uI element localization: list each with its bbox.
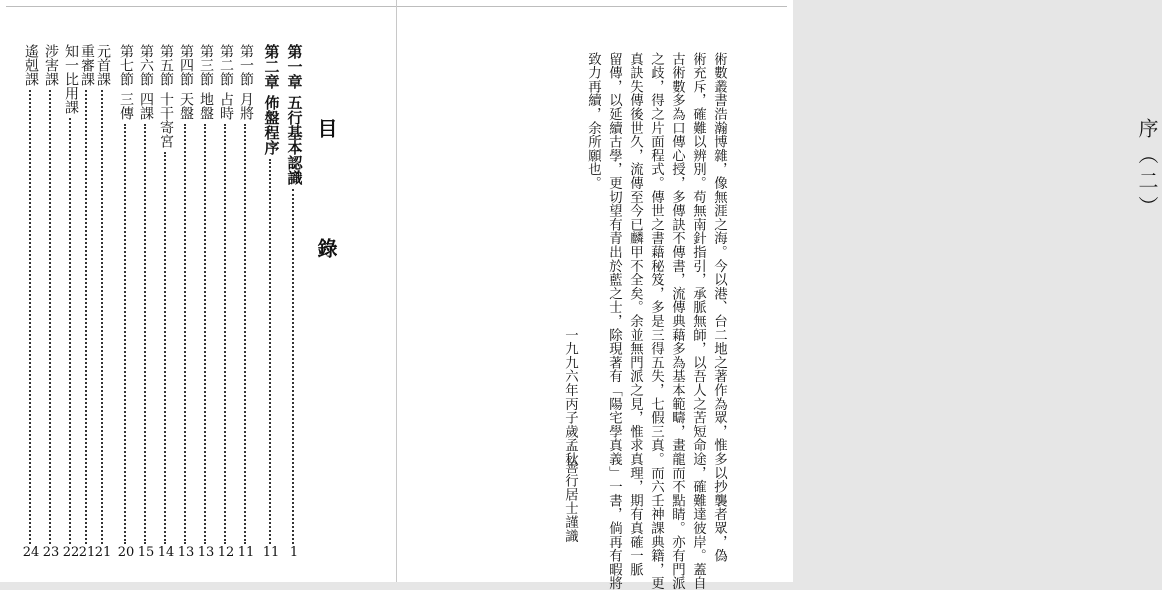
toc-entry-title: 四課 [138,92,154,120]
toc-entry [262,44,280,564]
toc-entry-label: 第一節 [238,44,254,86]
toc-entry [137,44,155,564]
toc-entry [157,44,175,564]
preface-column: 古術數多為口傳心授，多傳訣不傳書，流傳典藉多為基本範疇，畫龍而不點睛。亦有門派 [669,52,685,590]
toc-entry-text [177,44,195,544]
toc-entry-title: 知一比用課 [63,44,79,114]
toc-leader-dots [184,124,188,544]
preface-date: 一九九六年丙子歲孟秋 [562,328,578,466]
toc-entry-title: 遙剋課 [23,44,39,86]
toc-entry-text [78,44,96,544]
toc-page-number: 23 [42,545,60,560]
toc-leader-dots [85,90,89,544]
toc-entry-text [117,44,135,544]
toc-page-number: 13 [177,545,195,560]
toc-entry-label: 第三節 [198,44,214,86]
toc-page-number: 20 [117,545,135,560]
toc-leader-dots [101,90,105,544]
toc-entry-text [137,44,155,544]
toc-entry-text [94,44,112,544]
toc-entry [22,44,40,564]
toc-entry [94,44,112,564]
toc-entry-title: 佈盤程序 [262,95,281,155]
toc-entry-title: 地盤 [198,92,214,120]
toc-entry-label: 第二章 [262,44,281,89]
toc-page-number: 24 [22,545,40,560]
preface-column: 真訣失傳後世久，流傳至今已麟甲不全矣。余並無門派之見，惟求真理，期有真確一脈 [627,52,643,577]
toc-leader-dots [144,124,148,544]
toc-entry-label: 第一章 [285,44,304,89]
toc-page-number: 13 [197,545,215,560]
toc-entry [177,44,195,564]
toc-entry-text [42,44,60,544]
toc-entry [117,44,135,564]
toc-entry-text [22,44,40,544]
toc-entry [62,44,80,564]
toc-entry-label: 第五節 [158,44,174,86]
preface-column: 術充斥，確難以辨別。苟無南針指引，承脈無師，以吾人之苦短命途，確難達彼岸。蓋自 [690,52,706,590]
toc-entry-title: 月將 [238,92,254,120]
toc-entry-title: 十干寄宮 [158,92,174,148]
toc-leader-dots [49,90,53,544]
toc-leader-dots [269,159,273,544]
toc-title: 目 錄 [314,118,338,298]
toc-entry [78,44,96,564]
toc-leader-dots [244,124,248,544]
toc-entry-title: 三傳 [118,92,134,120]
toc-page-number: 11 [262,545,280,560]
toc-leader-dots [29,90,33,544]
page-top-rule [397,6,787,7]
preface-title: 序（二） [1135,118,1159,222]
toc-entry-title: 占時 [218,92,234,120]
toc-leader-dots [224,124,228,544]
toc-entry-text [217,44,235,544]
toc-entry-label: 第四節 [178,44,194,86]
toc-page-number: 15 [137,545,155,560]
toc-entry-text [197,44,215,544]
toc-entry-text [285,44,303,544]
preface-column: 留傳，以延續古學，更切望有青出於藍之士，除現著有「陽宅學真義」一書，倘再有暇將 [606,52,622,590]
preface-author: 善行居士謹識 [562,460,578,543]
toc-entry [237,44,255,564]
toc-entry [42,44,60,564]
toc-page-number: 21 [94,545,112,560]
toc-entry-label: 第六節 [138,44,154,86]
toc-entry-text [157,44,175,544]
toc-entry [197,44,215,564]
toc-entry-title: 天盤 [178,92,194,120]
toc-page-number: 1 [289,545,299,560]
preface-page [397,0,1159,590]
toc-entry [217,44,235,564]
toc-page-number: 22 [62,545,80,560]
toc-leader-dots [69,118,73,544]
preface-column: 之歧，得之片面程式。傳世之書藉秘笈，多是三得五失，七假三真。而六壬神課典籍，更 [648,52,664,590]
toc-page-number: 21 [78,545,96,560]
toc-entry-text [262,44,280,544]
toc-page-number: 11 [237,545,255,560]
page-top-rule [6,6,396,7]
toc-entry-title: 元首課 [95,44,111,86]
toc-page [0,0,396,582]
toc-page-number: 14 [157,545,175,560]
toc-entry-text [237,44,255,544]
toc-leader-dots [292,189,296,544]
toc-page-number: 12 [217,545,235,560]
toc-entry-label: 第二節 [218,44,234,86]
toc-leader-dots [204,124,208,544]
preface-column: 術數叢書浩瀚博雜，像無涯之海。今以港、台二地之著作為眾，惟多以抄襲者眾，偽 [711,52,727,563]
toc-entry-label: 第七節 [118,44,134,86]
toc-entry-title: 涉害課 [43,44,59,86]
toc-entry-title: 五行基本認識 [285,95,304,185]
preface-column: 致力再續，余所願也。 [585,52,601,190]
toc-leader-dots [164,152,168,544]
toc-leader-dots [124,124,128,544]
toc-entry-title: 重審課 [79,44,95,86]
toc-entry-text [62,44,80,544]
toc-entry [285,44,303,564]
